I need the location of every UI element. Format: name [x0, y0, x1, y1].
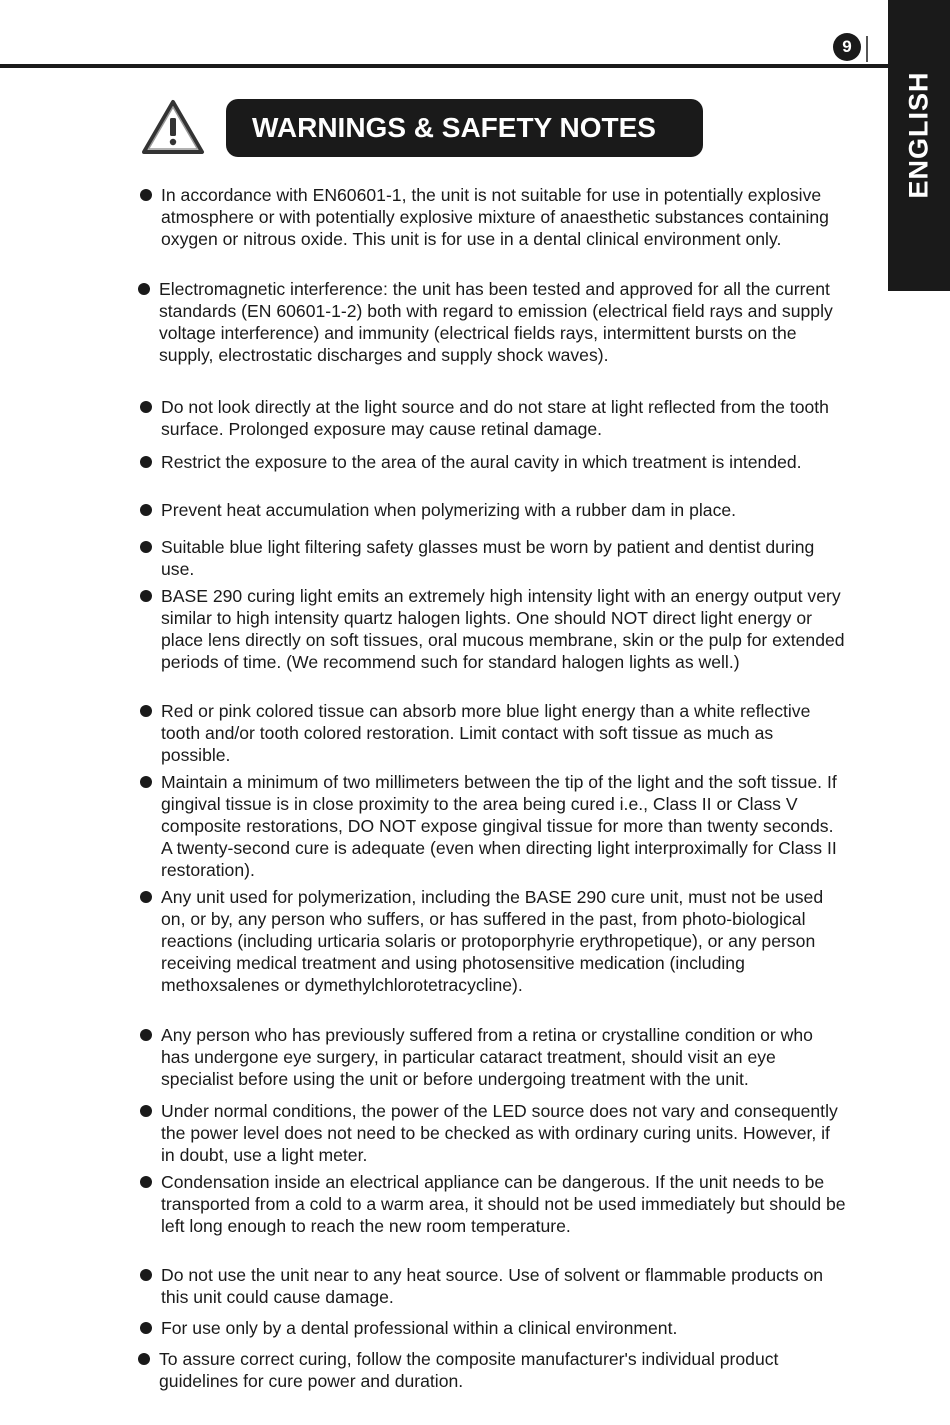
header-rule: [0, 64, 890, 68]
safety-note-item: Prevent heat accumulation when polymerizing with a rubber dam in place.: [161, 499, 846, 521]
safety-note-item: Electromagnetic interference: the unit has been tested and approved for all the current standards (EN 60601-1-2) both with regard to emission (electrical field rays and supply voltage interference) and immunity (electrical fields rays, intermittent bursts on the supply, electrostatic discharges and supply shock waves).: [159, 278, 844, 366]
safety-note-item: For use only by a dental professional within a clinical environment.: [161, 1317, 846, 1339]
safety-note-item: Condensation inside an electrical appliance can be dangerous. If the unit needs to be transported from a cold to a warm area, it should not be used immediately but should be left long enough to reach the new room temperature.: [161, 1172, 846, 1236]
page-number: 9: [833, 33, 861, 61]
safety-note-item: Any unit used for polymerization, including the BASE 290 cure unit, must not be used on, or by, any person who suffers, or has suffered in the past, from photo-biological reactions (including urticaria solaris or protoporphyrie erythropetique), or any person receiving medical treatment and using photosensitive medication (including methoxsalenes or dymethylchlorotetracycline).: [161, 886, 846, 996]
safety-note-item: Restrict the exposure to the area of the aural cavity in which treatment is intended.: [161, 451, 846, 473]
safety-note-item: Red or pink colored tissue can absorb more blue light energy than a white reflective tooth and/or tooth colored restoration. Limit contact with soft tissue as much as possible.: [161, 700, 846, 766]
safety-note-item: Under normal conditions, the power of the LED source does not vary and consequently the power level does not need to be checked as with ordinary curing units. However, if in doubt, use a light meter.: [161, 1100, 846, 1166]
safety-note-item: Suitable blue light filtering safety glasses must be worn by patient and dentist during use.: [161, 536, 846, 580]
safety-note-item: Maintain a minimum of two millimeters between the tip of the light and the soft tissue. If gingival tissue is in close proximity to the area being cured i.e., Class II or Class V composite restorations, DO NOT expose gingival tissue for more than twenty seconds. A twenty-second cure is adequate (even when directing light interproximally for Class II restoration).: [161, 771, 846, 881]
section-heading-box: [226, 99, 703, 157]
section-heading: WARNINGS & SAFETY NOTES: [252, 112, 656, 143]
language-tab-label: ENGLISH: [903, 71, 934, 199]
safety-note-item: To assure correct curing, follow the composite manufacturer's individual product guidelines for cure power and duration.: [159, 1348, 844, 1392]
warning-triangle-icon: [141, 98, 205, 156]
safety-note-item: Do not look directly at the light source and do not stare at light reflected from the tooth surface. Prolonged exposure may cause retinal damage.: [161, 396, 846, 440]
safety-note-item: In accordance with EN60601-1, the unit is not suitable for use in potentially explosive atmosphere or with potentially explosive mixture of anaesthetic substances containing oxygen or nitrous oxide. This unit is for use in a dental clinical environment only.: [161, 184, 846, 250]
language-tab: [888, 0, 950, 291]
safety-note-item: BASE 290 curing light emits an extremely high intensity light with an energy output very similar to high intensity quartz halogen lights. One should NOT direct light energy or place lens directly on soft tissues, oral mucous membrane, skin or the pulp for extended periods of time. (We recommend such for standard halogen lights as well.): [161, 586, 845, 672]
safety-note-item: Any person who has previously suffered from a retina or crystalline condition or who has undergone eye surgery, in particular cataract treatment, should visit an eye specialist before using the unit or before undergoing treatment with the unit.: [161, 1024, 846, 1090]
page-number-divider: [866, 36, 868, 62]
safety-note-item: Do not use the unit near to any heat source. Use of solvent or flammable products on this unit could cause damage.: [161, 1264, 846, 1308]
